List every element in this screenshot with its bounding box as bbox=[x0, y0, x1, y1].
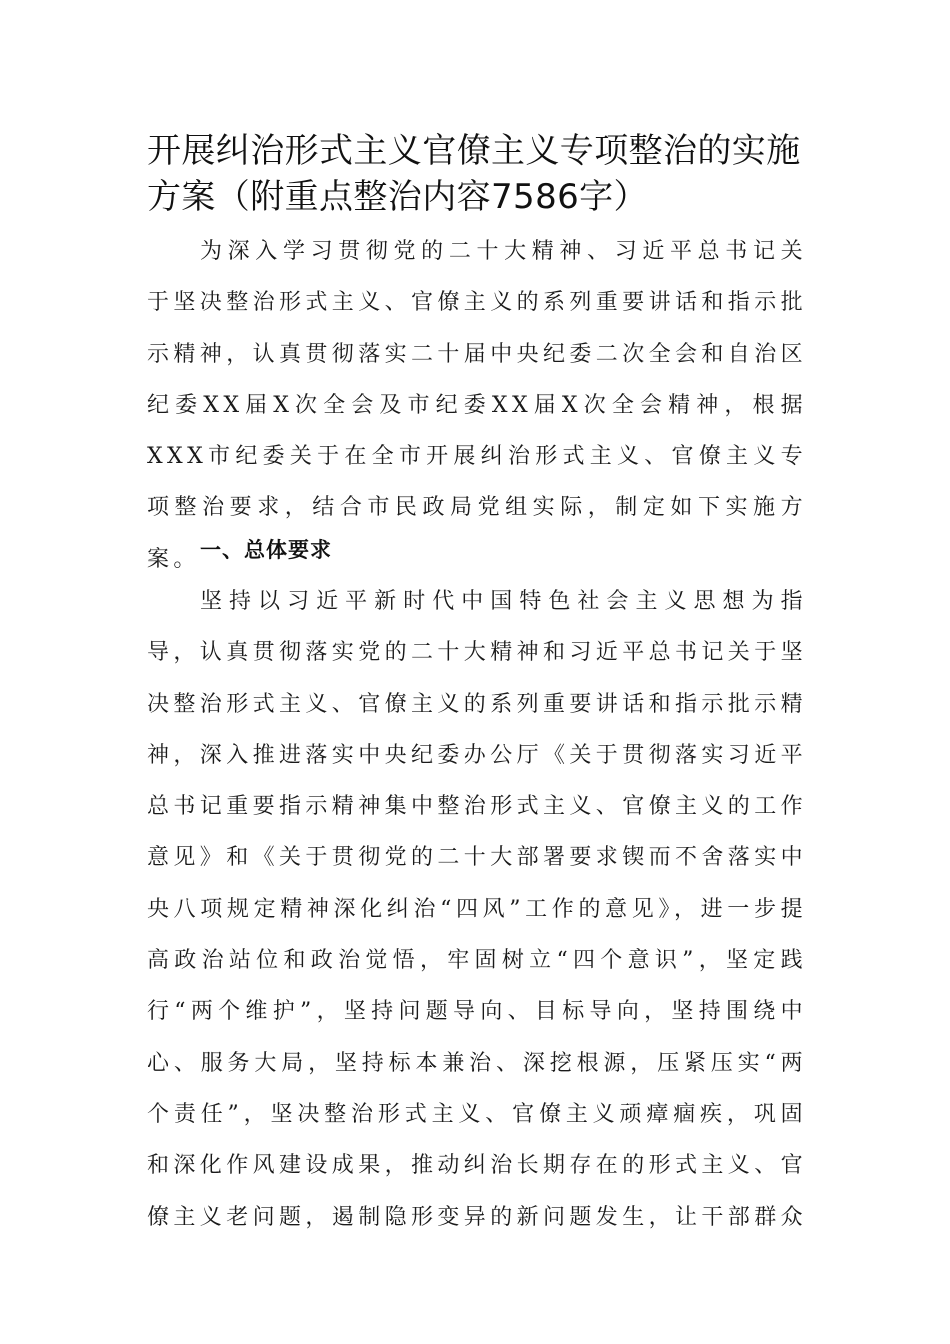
document-title: 开展纠治形式主义官僚主义专项整治的实施方案（附重点整治内容7586字） bbox=[147, 131, 801, 217]
intro-paragraph: 为深入学习贯彻党的二十大精神、习近平总书记关于坚决整治形式主义、官僚主义的系列重要讲话和指示批示精神，认真贯彻落实二十届中央纪委二次全会和自治区纪委XX届X次全会及市纪委XX届X次全会精神，根据XXX市纪委关于在全市开展纠治形式主义、官僚主义专项整治要求，结合市民政局党组实际，制定如下实施方案。 bbox=[147, 239, 808, 572]
section-heading-general-requirements: 一、总体要求 bbox=[200, 538, 332, 562]
general-requirements-paragraph: 坚持以习近平新时代中国特色社会主义思想为指导，认真贯彻落实党的二十大精神和习近平总书记关于坚决整治形式主义、官僚主义的系列重要讲话和指示批示精神，深入推进落实中央纪委办公厅《关于贯彻落实习近平总书记重要指示精神集中整治形式主义、官僚主义的工作意见》和《关于贯彻党的二十大部署要求锲而不舍落实中央八项规定精神深化纠治“四风”工作的意见》，进一步提高政治站位和政治觉悟，牢固树立“四个意识”，坚定践行“两个维护”，坚持问题导向、目标导向，坚持围绕中心、服务大局，坚持标本兼治、深挖根源，压紧压实“两个责任”，坚决整治形式主义、官僚主义顽瘴痼疾，巩固和深化作风建设成果，推动纠治长期存在的形式主义、官僚主义老问题，遏制隐形变异的新问题发生，让干部群众 bbox=[147, 589, 808, 1230]
